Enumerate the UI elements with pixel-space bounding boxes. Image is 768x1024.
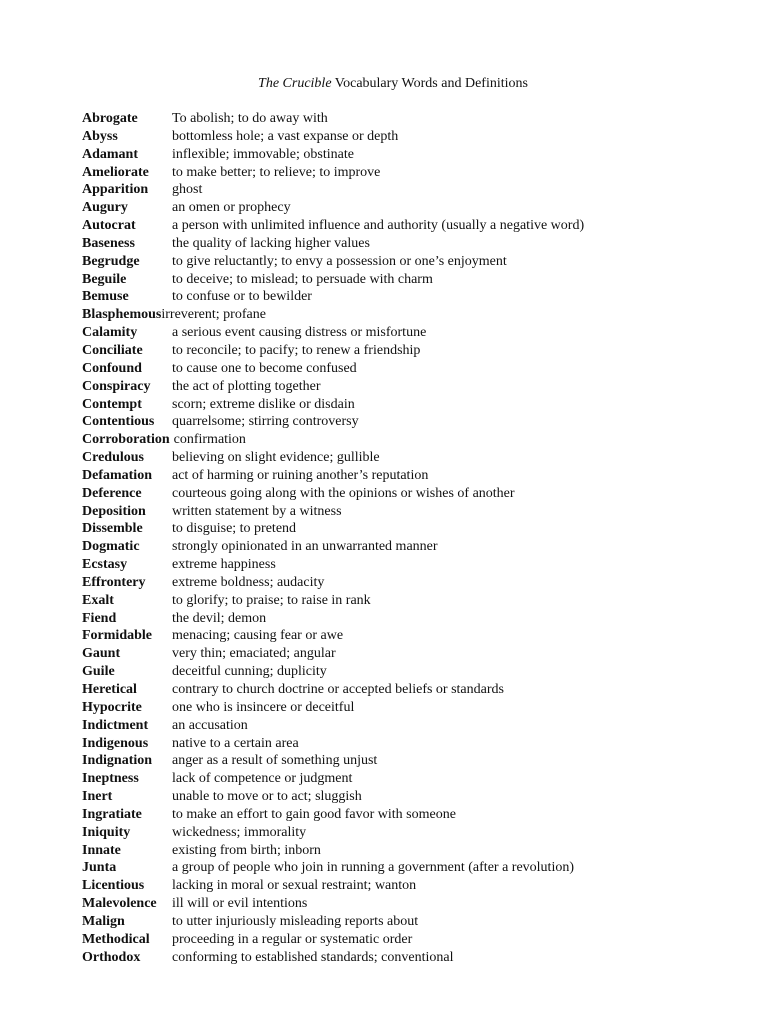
vocab-entry — [82, 485, 752, 503]
vocab-definition: extreme happiness — [172, 557, 276, 573]
vocab-entry — [82, 306, 752, 324]
vocab-term: Inert — [82, 789, 113, 805]
vocab-term: Orthodox — [82, 949, 141, 965]
vocab-definition: conforming to established standards; conventional — [172, 949, 454, 965]
vocab-definition: ill will or evil intentions — [172, 896, 308, 912]
vocab-entry — [82, 520, 752, 538]
vocab-entry — [82, 181, 752, 199]
vocab-entry — [82, 110, 752, 128]
vocab-entry — [82, 503, 752, 521]
vocab-definition: to disguise; to pretend — [172, 521, 297, 537]
vocab-term: Malign — [82, 913, 125, 929]
vocab-term: Confound — [82, 360, 142, 376]
vocab-entry — [82, 449, 752, 467]
vocab-entry — [82, 788, 752, 806]
vocab-entry — [82, 806, 752, 824]
vocab-term: Ingratiate — [82, 806, 142, 822]
vocab-definition: to confuse or to bewilder — [172, 289, 312, 305]
vocab-term: Adamant — [82, 146, 139, 162]
vocab-definition: scorn; extreme dislike or disdain — [172, 396, 355, 412]
vocab-entry — [82, 413, 752, 431]
vocab-entry — [82, 627, 752, 645]
vocabulary-list — [82, 110, 752, 967]
vocab-term: Credulous — [82, 450, 144, 466]
vocab-definition: courteous going along with the opinions or wishes of another — [172, 485, 515, 501]
vocab-entry — [82, 752, 752, 770]
vocab-entry — [82, 913, 752, 931]
vocab-term: Contempt — [82, 396, 142, 412]
vocab-term: Dissemble — [82, 521, 143, 537]
vocab-term: Conspiracy — [82, 378, 151, 394]
vocab-term: Defamation — [82, 467, 152, 483]
vocab-definition: unable to move or to act; sluggish — [172, 789, 362, 805]
vocab-entry — [82, 271, 752, 289]
vocab-entry — [82, 770, 752, 788]
vocab-entry — [82, 735, 752, 753]
vocab-entry — [82, 610, 752, 628]
vocab-term: Blasphemous — [82, 307, 162, 323]
document-title-rest: Vocabulary Words and Definitions — [331, 76, 528, 91]
vocab-entry — [82, 324, 752, 342]
vocab-entry — [82, 717, 752, 735]
vocab-definition: deceitful cunning; duplicity — [172, 664, 327, 680]
vocab-term: Abyss — [82, 128, 118, 144]
vocab-term: Guile — [82, 664, 115, 680]
vocab-definition: proceeding in a regular or systematic order — [172, 931, 413, 947]
vocab-entry — [82, 217, 752, 235]
vocab-term: Innate — [82, 842, 121, 858]
vocab-term: Indigenous — [82, 735, 149, 751]
vocab-entry — [82, 699, 752, 717]
vocab-term: Bemuse — [82, 289, 129, 305]
vocab-term: Methodical — [82, 931, 150, 947]
vocab-definition: existing from birth; inborn — [172, 842, 321, 858]
vocab-entry — [82, 842, 752, 860]
vocab-term: Indictment — [82, 717, 149, 733]
vocab-entry — [82, 592, 752, 610]
vocab-term: Effrontery — [82, 574, 146, 590]
vocab-term: Contentious — [82, 414, 155, 430]
vocab-entry — [82, 164, 752, 182]
vocab-definition: written statement by a witness — [172, 503, 342, 519]
vocab-term: Iniquity — [82, 824, 131, 840]
vocab-definition: irreverent; profane — [161, 307, 266, 323]
document-title-italic: The Crucible — [258, 76, 332, 91]
vocab-term: Hypocrite — [82, 699, 142, 715]
vocab-definition: strongly opinionated in an unwarranted manner — [172, 539, 438, 555]
vocab-entry — [82, 895, 752, 913]
vocab-definition: the quality of lacking higher values — [172, 235, 370, 251]
vocab-definition: lacking in moral or sexual restraint; wanton — [172, 878, 417, 894]
vocab-definition: one who is insincere or deceitful — [172, 699, 355, 715]
vocab-definition: to reconcile; to pacify; to renew a friendship — [172, 342, 421, 358]
vocab-entry — [82, 342, 752, 360]
vocab-term: Heretical — [82, 682, 137, 697]
vocab-definition: menacing; causing fear or awe — [172, 628, 344, 644]
vocab-entry — [82, 378, 752, 396]
vocab-entry — [82, 859, 752, 877]
vocab-definition: contrary to church doctrine or accepted beliefs or standards — [172, 682, 504, 697]
vocab-definition: confirmation — [173, 432, 246, 448]
vocab-entry — [82, 556, 752, 574]
vocab-definition: inflexible; immovable; obstinate — [172, 146, 354, 162]
vocab-term: Begrudge — [82, 253, 140, 269]
vocab-definition: an omen or prophecy — [172, 200, 291, 216]
vocab-term: Deference — [82, 485, 142, 501]
vocab-entry — [82, 431, 752, 449]
vocab-definition: an accusation — [172, 717, 248, 733]
vocab-definition: to give reluctantly; to envy a possession or one’s enjoyment — [172, 253, 507, 269]
vocab-definition: very thin; emaciated; angular — [172, 646, 336, 662]
vocab-entry — [82, 253, 752, 271]
vocab-term: Dogmatic — [82, 539, 140, 555]
vocab-term: Abrogate — [82, 111, 138, 126]
vocab-term: Deposition — [82, 503, 146, 519]
vocab-term: Exalt — [82, 592, 114, 608]
vocab-term: Gaunt — [82, 646, 121, 662]
vocab-term: Beguile — [82, 271, 127, 287]
vocab-term: Ameliorate — [82, 164, 149, 180]
vocab-definition: bottomless hole; a vast expanse or depth — [172, 128, 399, 144]
vocab-definition: to cause one to become confused — [172, 360, 357, 376]
vocab-term: Calamity — [82, 325, 138, 341]
vocab-definition: to glorify; to praise; to raise in rank — [172, 592, 371, 608]
vocab-definition: a person with unlimited influence and authority (usually a negative word) — [172, 218, 585, 234]
vocab-entry — [82, 949, 752, 967]
vocab-definition: a serious event causing distress or misfortune — [172, 325, 427, 341]
vocab-term: Baseness — [82, 235, 135, 251]
vocab-entry — [82, 128, 752, 146]
vocab-definition: to make better; to relieve; to improve — [172, 164, 381, 180]
vocab-definition: extreme boldness; audacity — [172, 574, 325, 590]
vocab-term: Licentious — [82, 878, 145, 894]
vocab-entry — [82, 877, 752, 895]
vocab-definition: anger as a result of something unjust — [172, 753, 378, 769]
vocab-entry — [82, 574, 752, 592]
vocab-term: Conciliate — [82, 342, 143, 358]
vocab-entry — [82, 681, 752, 699]
vocab-term: Indignation — [82, 753, 153, 769]
vocab-entry — [82, 467, 752, 485]
vocab-definition: to deceive; to mislead; to persuade with charm — [172, 271, 433, 287]
vocab-definition: believing on slight evidence; gullible — [172, 450, 380, 466]
vocab-definition: native to a certain area — [172, 735, 299, 751]
vocab-term: Fiend — [82, 610, 117, 626]
vocab-term: Autocrat — [82, 218, 136, 234]
vocab-entry — [82, 146, 752, 164]
vocab-term: Malevolence — [82, 896, 157, 912]
vocab-definition: to utter injuriously misleading reports about — [172, 913, 419, 929]
vocab-entry — [82, 396, 752, 414]
vocab-definition: quarrelsome; stirring controversy — [172, 414, 359, 430]
vocab-term: Ecstasy — [82, 557, 128, 573]
vocab-entry — [82, 663, 752, 681]
vocab-definition: ghost — [172, 182, 203, 198]
vocab-entry — [82, 645, 752, 663]
vocab-entry — [82, 931, 752, 949]
vocab-definition: to make an effort to gain good favor with someone — [172, 806, 456, 822]
vocab-entry — [82, 824, 752, 842]
vocab-definition: act of harming or ruining another’s reputation — [172, 467, 429, 483]
vocab-entry — [82, 235, 752, 253]
vocab-entry — [82, 538, 752, 556]
vocab-entry — [82, 288, 752, 306]
vocab-entry — [82, 360, 752, 378]
vocab-entry — [82, 199, 752, 217]
vocab-term: Augury — [82, 200, 128, 216]
vocab-definition: lack of competence or judgment — [172, 771, 353, 787]
vocab-term: Formidable — [82, 628, 152, 644]
vocab-definition: wickedness; immorality — [172, 824, 307, 840]
vocab-term: Ineptness — [82, 771, 139, 787]
vocab-term: Apparition — [82, 182, 149, 198]
vocab-definition: the devil; demon — [172, 610, 267, 626]
vocab-term: Junta — [82, 860, 117, 876]
vocab-term: Corroboration — [82, 432, 170, 448]
vocab-definition: the act of plotting together — [172, 378, 321, 394]
vocab-definition: a group of people who join in running a government (after a revolution) — [172, 860, 574, 876]
document-title — [0, 74, 768, 94]
vocab-definition: To abolish; to do away with — [172, 111, 328, 126]
